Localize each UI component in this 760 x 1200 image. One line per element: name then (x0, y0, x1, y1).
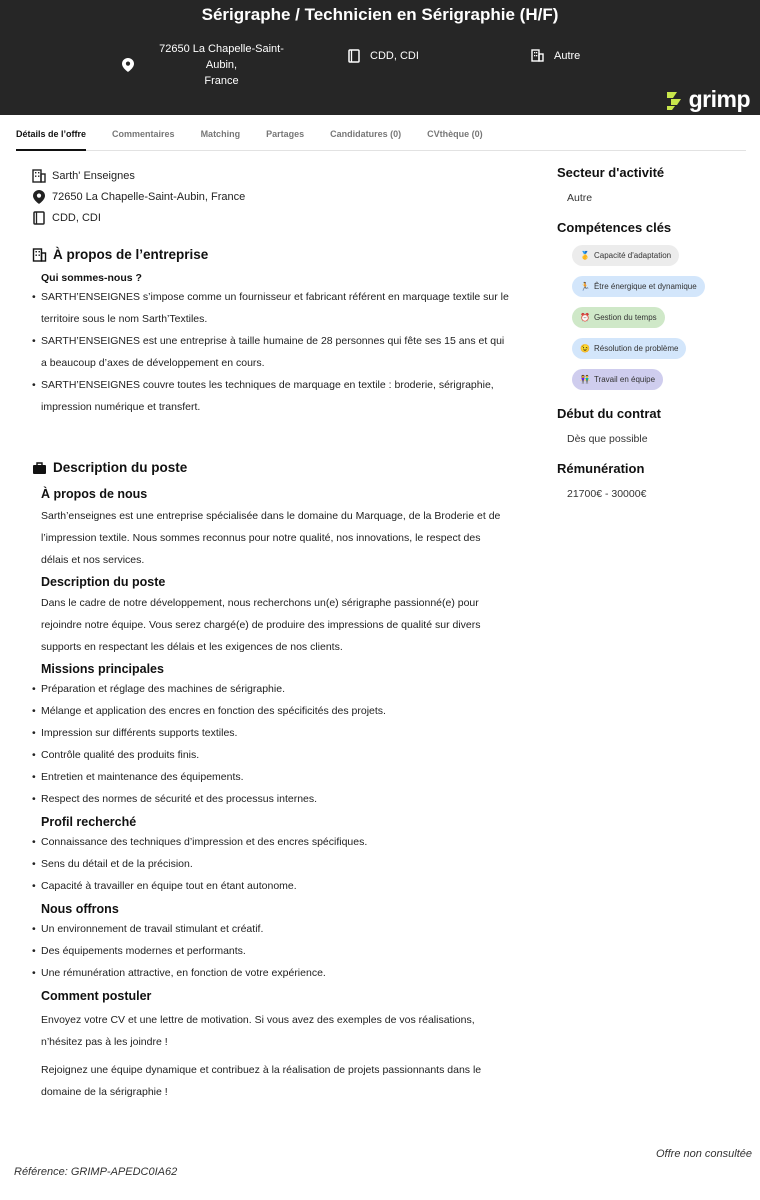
header-sector (531, 49, 580, 62)
grimp-logo (665, 86, 750, 113)
job-title: Sérigraphe / Technicien en Sérigraphie (H/F) (201, 5, 559, 24)
brand-name: grimp (688, 86, 750, 112)
offer-status: Offre non consultée (655, 1148, 752, 1160)
skill-pill-problem-solving: 😉 Résolution de problème (572, 338, 686, 359)
job-header (0, 0, 760, 115)
list-item: • Connaissance des techniques d’impression et des encres spécifiques. (32, 831, 512, 853)
grimp-logo-icon (665, 89, 685, 111)
offer-sidebar (557, 165, 747, 500)
runner-icon: 🏃 (580, 282, 590, 291)
about-company-heading (32, 247, 512, 262)
list-item: • SARTH’ENSEIGNES est une entreprise à taille humaine de 28 personnes qui fête ses 15 ans et qui a beaucoup d’axes de développement en cours. (32, 330, 512, 374)
alarm-clock-icon: ⏰ (580, 313, 590, 322)
apply-text: Envoyez votre CV et une lettre de motivation. Si vous avez des exemples de vos réalisations, n’hésitez pas à les joindre ! (41, 1014, 475, 1048)
team-icon: 👫 (580, 375, 590, 384)
apply-title: Comment postuler (41, 989, 152, 1003)
skill-pill-teamwork: 👫 Travail en équipe (572, 369, 663, 390)
building-icon (531, 49, 544, 62)
tab-matching[interactable]: Matching (200, 129, 241, 139)
salary-value: 21700€ - 30000€ (567, 488, 647, 500)
tab-offer-details[interactable]: Détails de l’offre (16, 115, 86, 151)
header-location-line1: 72650 La Chapelle-Saint-Aubin, (159, 43, 284, 71)
wink-icon: 😉 (580, 344, 590, 353)
missions-title: Missions principales (41, 662, 164, 676)
list-item: • SARTH’ENSEIGNES couvre toutes les techniques de marquage en textile : broderie, sérigraphie, impression numérique et transfert. (32, 374, 512, 418)
start-value: Dès que possible (567, 433, 648, 445)
start-title: Début du contrat (557, 406, 661, 421)
location-pin-icon (122, 58, 134, 72)
about-subtitle: Qui sommes-nous ? (41, 272, 142, 284)
location-value: 72650 La Chapelle-Saint-Aubin, France (52, 190, 246, 203)
tab-cv-library[interactable]: CVthèque (0) (427, 129, 483, 139)
list-item: • Entretien et maintenance des équipements. (32, 766, 512, 788)
skills-title: Compétences clés (557, 220, 672, 235)
profile-list (32, 831, 512, 897)
list-item: • Préparation et réglage des machines de sérigraphie. (32, 678, 512, 700)
skill-pill-energy: 🏃 Être énergique et dynamique (572, 276, 705, 297)
skill-pill-adaptation: 🥇 Capacité d'adaptation (572, 245, 679, 266)
building-icon (32, 169, 46, 183)
job-description-title: Description du poste (53, 460, 188, 475)
salary-title: Rémunération (557, 461, 645, 476)
tab-shares[interactable]: Partages (266, 129, 305, 139)
about-bullets (32, 286, 512, 418)
offer-reference: Référence: GRIMP-APEDC0IA62 (14, 1166, 178, 1178)
header-location-line2: France (204, 75, 239, 87)
list-item: • Impression sur différents supports textiles. (32, 722, 512, 744)
offer-main-content (32, 165, 512, 1103)
company-line (32, 165, 512, 186)
contract-value: CDD, CDI (52, 211, 101, 224)
sector-value: Autre (567, 192, 593, 204)
about-us-text: Sarth’enseignes est une entreprise spécialisée dans le domaine du Marquage, de la Broderie et de l’impression textile. Nous sommes reconnus pour notre qualité, nos innovations, le respect des délais et nos services. (41, 510, 501, 566)
book-icon (348, 49, 360, 63)
list-item: • SARTH’ENSEIGNES s’impose comme un fournisseur et fabricant référent en marquage textile sur le territoire sous le nom Sarth’Textiles. (32, 286, 512, 330)
missions-list (32, 678, 512, 810)
list-item: • Des équipements modernes et performants. (32, 940, 512, 962)
briefcase-icon (32, 461, 47, 475)
medal-icon: 🥇 (580, 251, 590, 260)
about-company-title: À propos de l’entreprise (53, 247, 209, 262)
sector-title: Secteur d'activité (557, 165, 665, 180)
list-item: • Une rémunération attractive, en fonction de votre expérience. (32, 962, 512, 984)
tab-comments[interactable]: Commentaires (112, 129, 175, 139)
list-item: • Sens du détail et de la précision. (32, 853, 512, 875)
list-item: • Contrôle qualité des produits finis. (32, 744, 512, 766)
job-description-text: Dans le cadre de notre développement, nous recherchons un(e) sérigraphe passionné(e) pour rejoindre notre équipe. Vous serez chargé(e) de produire des impressions de qualité sur divers supports en respectant les délais et les exigences de nos clients. (41, 597, 481, 653)
tab-bar (16, 115, 746, 151)
header-contract (348, 49, 419, 63)
list-item: • Respect des normes de sécurité et des processus internes. (32, 788, 512, 810)
about-us-title: À propos de nous (41, 487, 148, 501)
list-item: • Un environnement de travail stimulant et créatif. (32, 918, 512, 940)
header-sector-value: Autre (554, 49, 581, 62)
profile-title: Profil recherché (41, 815, 137, 829)
book-icon (32, 211, 46, 225)
list-item: • Capacité à travailler en équipe tout en étant autonome. (32, 875, 512, 897)
job-description-heading (32, 460, 512, 475)
header-contract-value: CDD, CDI (370, 50, 419, 62)
offer-title: Nous offrons (41, 902, 119, 916)
skill-pill-time: ⏰ Gestion du temps (572, 307, 665, 328)
list-item: • Mélange et application des encres en fonction des spécificités des projets. (32, 700, 512, 722)
closing-text: Rejoignez une équipe dynamique et contribuez à la réalisation de projets passionnants dans le domaine de la sérigraphie ! (41, 1064, 482, 1098)
skills-list (557, 245, 747, 390)
location-line (32, 186, 512, 207)
company-name: Sarth' Enseignes (52, 169, 135, 182)
building-icon (32, 248, 47, 262)
offer-list (32, 918, 512, 984)
job-description-subtitle: Description du poste (41, 575, 166, 589)
location-pin-icon (32, 190, 46, 204)
contract-line (32, 207, 512, 228)
header-location (122, 41, 299, 89)
tab-applications[interactable]: Candidatures (0) (330, 129, 402, 139)
